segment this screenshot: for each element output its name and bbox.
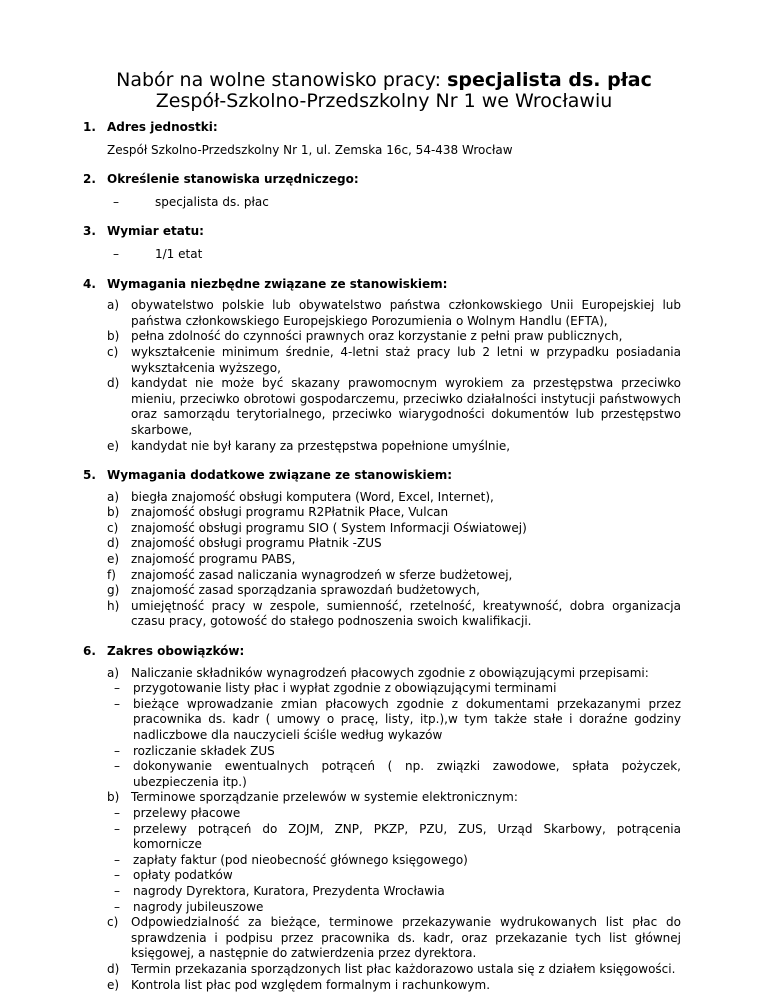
dash-marker: – (114, 743, 120, 758)
additional-requirements-list (83, 490, 681, 630)
requirements-list (83, 298, 681, 454)
list-item: a) obywatelstwo polskie lub obywatelstwo państwa członkowskiego Unii Europejskiej lub państwa członkowskiego Europejskiego Porozumienia o Wolnym Handlu (EFTA), (107, 298, 681, 328)
dash-marker: – (113, 246, 119, 261)
dash-marker: – (114, 759, 120, 774)
sub-list (107, 806, 681, 915)
dash-marker: – (114, 852, 120, 867)
list-item: c) znajomość obsługi programu SIO ( System Informacji Oświatowej) (107, 520, 527, 535)
dash-marker: – (114, 821, 120, 836)
document-body (83, 120, 681, 993)
list-item: – 1/1 etat (113, 246, 203, 261)
sub-list-item: – przelewy płacowe (114, 805, 241, 820)
address-text: Zespół Szkolno-Przedszkolny Nr 1, ul. Zemska 16c, 54-438 Wrocław (107, 142, 513, 157)
list-item: b) Terminowe sporządzanie przelewów w systemie elektronicznym: (107, 790, 518, 805)
section-heading: 4. Wymagania niezbędne związane ze stanowiskiem: (83, 276, 448, 291)
list-item: a) Naliczanie składników wynagrodzeń płacowych zgodnie z obowiązującymi przepisami: (107, 665, 649, 680)
sub-list-item: – bieżące wprowadzanie zmian płacowych zgodnie z dokumentami przekazanymi przez pracownika ds. kadr ( umowy o pracę, listy, itp.),w tym także stałe i doraźne godziny nadliczbowe dla nauczycieli ściśle według wykazów (114, 696, 681, 742)
sub-list-item: – dokonywanie ewentualnych potrąceń ( np. związki zawodowe, spłata pożyczek, ubezpieczenia itp.) (114, 759, 681, 789)
sub-list-item: – nagrody jubileuszowe (114, 899, 264, 914)
dash-marker: – (114, 805, 120, 820)
position-name: specjalista ds. płac (447, 69, 652, 91)
list-item: e) Kontrola list płac pod względem formalnym i rachunkowym. (107, 977, 491, 992)
sub-list-item: – nagrody Dyrektora, Kuratora, Prezydenta Wrocławia (114, 883, 445, 898)
title-line-2: Zespół-Szkolno-Przedszkolny Nr 1 we Wrocławiu (155, 90, 613, 112)
section-heading: 6. Zakres obowiązków: (83, 644, 245, 659)
section-heading: 2. Określenie stanowiska urzędniczego: (83, 172, 359, 187)
sub-list-item: – opłaty podatków (114, 868, 233, 883)
list-item: c) Odpowiedzialność za bieżące, terminowe przekazywanie wydrukowanych list płac do sprawdzenia i podpisu przez pracownika ds. kadr, oraz przekazanie tych list głównej księgowej, a następnie do zatwierdzenia przez dyrektora. (107, 915, 681, 961)
dash-marker: – (113, 194, 119, 209)
list-item: a) biegła znajomość obsługi komputera (Word, Excel, Internet), (107, 489, 494, 504)
section-heading: 5. Wymagania dodatkowe związane ze stanowiskiem: (83, 468, 453, 483)
list-item: g) znajomość zasad sporządzania sprawozdań budżetowych, (107, 583, 480, 598)
list-item: b) pełna zdolność do czynności prawnych oraz korzystanie z pełni praw publicznych, (107, 329, 623, 344)
sub-list (107, 681, 681, 790)
list-item: e) znajomość programu PABS, (107, 552, 296, 567)
dash-marker: – (114, 899, 120, 914)
list-item: f) znajomość zasad naliczania wynagrodzeń w sferze budżetowej, (107, 567, 513, 582)
list-item: d) znajomość obsługi programu Płatnik -ZUS (107, 536, 382, 551)
list-item: d) Termin przekazania sporządzonych list płac każdorazowo ustala się z działem księgowości. (107, 961, 676, 976)
list-item: h) umiejętność pracy w zespole, sumienność, rzetelność, kreatywność, dobra organizacja czasu pracy, gotowość do stałego podnoszenia swoich kwalifikacji. (107, 598, 681, 629)
list-item: b) znajomość obsługi programu R2Płatnik Płace, Vulcan (107, 505, 449, 520)
section-heading: 1. Adres jednostki: (83, 120, 218, 134)
section-heading: 3. Wymiar etatu: (83, 224, 204, 239)
list-item: – specjalista ds. płac (113, 194, 269, 209)
list-item: e) kandydat nie był karany za przestępstwa popełnione umyślnie, (107, 438, 511, 453)
dash-marker: – (114, 696, 120, 711)
sub-list-item: – przelewy potrąceń do ZOJM, ZNP, PKZP, PZU, ZUS, Urząd Skarbowy, potrącenia komornicze (114, 821, 681, 852)
dash-marker: – (114, 868, 120, 883)
sub-list-item: – zapłaty faktur (pod nieobecność głównego księgowego) (114, 852, 468, 867)
sub-list-item: – przygotowanie listy płac i wypłat zgodnie z obowiązującymi terminami (114, 681, 557, 696)
list-item: d) kandydat nie może być skazany prawomocnym wyrokiem za przestępstwa przeciwko mieniu, przeciwko obrotowi gospodarczemu, przeciwko działalności instytucji państwowych oraz samorządu terytorialnego, przeciwko wiarygodności dokumentów lub przestępstwo skarbowe, (107, 376, 681, 437)
dash-marker: – (114, 883, 120, 898)
title-line-1: Nabór na wolne stanowisko pracy: specjalista ds. płac (116, 69, 652, 91)
document-title (0, 70, 768, 112)
list-item: c) wykształcenie minimum średnie, 4-letni staż pracy lub 2 letni w przypadku posiadania wykształcenia wyższego, (107, 344, 681, 375)
sub-list-item: – rozliczanie składek ZUS (114, 743, 275, 758)
dash-marker: – (114, 681, 120, 696)
duties-list (83, 666, 681, 993)
